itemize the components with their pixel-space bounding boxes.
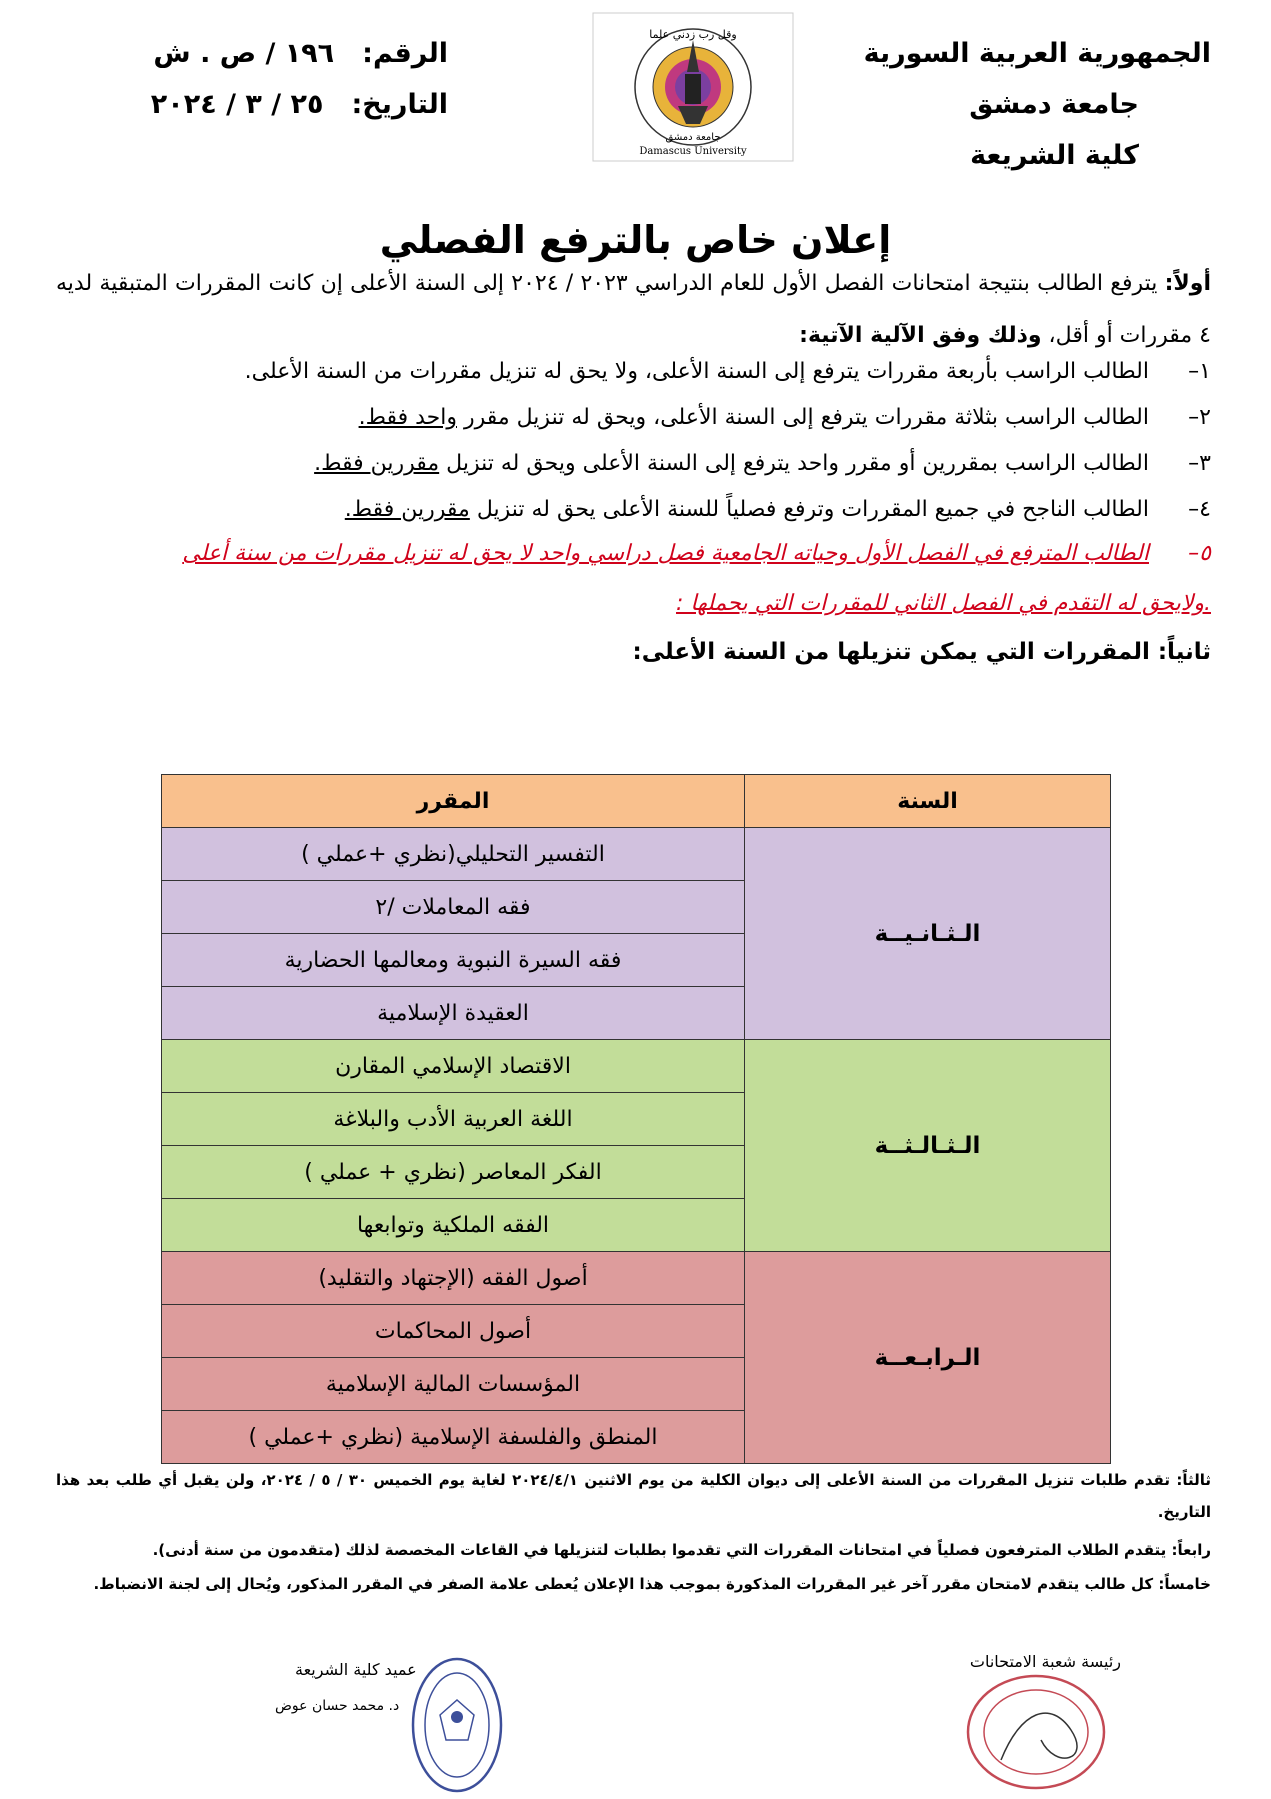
rule-item-5-line2: .ولايحق له التقدم في الفصل الثاني للمقررات التي يحملها : <box>676 591 1211 616</box>
first-label: أولاً: <box>1164 271 1212 296</box>
date-value: ٢٥ / ٣ / ٢٠٢٤ <box>150 89 324 120</box>
second-text: المقررات التي يمكن تنزيلها من السنة الأعلى: <box>632 639 1158 665</box>
first-text-bold: وذلك وفق الآلية الآتية: <box>799 323 1042 348</box>
rule-item-5 <box>56 530 1211 578</box>
rule-item-3 <box>56 438 1211 490</box>
courses-table <box>161 774 1111 1464</box>
reference-label: الرقم: <box>362 38 448 69</box>
year-cell: الـثـانـيــة <box>745 828 1111 1040</box>
rule-number: ١– <box>1188 359 1211 384</box>
country-name: الجمهورية العربية السورية <box>863 38 1211 69</box>
course-cell: أصول المحاكمات <box>162 1305 745 1358</box>
table-header-row <box>162 775 1111 828</box>
date-label: التاريخ: <box>351 89 448 120</box>
announcement-title: إعلان خاص بالترفع الفصلي <box>379 218 892 262</box>
course-cell: الفقه الملكية وتوابعها <box>162 1199 745 1252</box>
rule-text-line1: الطالب المترفع في الفصل الأول وحياته الجامعية فصل دراسي واحد لا يحق له تنزيل مقررات من سنة أعلى <box>182 541 1149 566</box>
rule-number: ٢– <box>1188 405 1211 430</box>
rule-underlined: واحد فقط. <box>358 405 457 430</box>
faculty-name: كلية الشريعة <box>970 140 1139 171</box>
fourth-paragraph: رابعاً: يتقدم الطلاب المترفعون فصلياً في امتحانات المقررات التي تقدموا بطلبات لتنزيلها في القاعات المخصصة لذلك (متقدمون من سنة أدنى). <box>152 1541 1211 1559</box>
reference-row <box>128 28 448 79</box>
rule-text: الطالب الراسب بمقررين أو مقرر واحد يترفع إلى السنة الأعلى ويحق له تنزيل <box>439 451 1149 476</box>
reference-value: ١٩٦ / ص . ش <box>153 38 335 69</box>
rule-text: الطالب الناجح في جميع المقررات وترفع فصلياً للسنة الأعلى يحق له تنزيل <box>469 497 1149 522</box>
third-paragraph: ثالثاً: تقدم طلبات تنزيل المقررات من السنة الأعلى إلى ديوان الكلية من يوم الاثنين ٢٠٢٤/٤/١ لغاية يوم الخميس ٣٠ / ٥ / ٢٠٢٤، ولن يقبل أي طلب بعد هذا التاريخ. <box>56 1471 1211 1521</box>
course-cell: الاقتصاد الإسلامي المقارن <box>162 1040 745 1093</box>
exams-head-signature-title: رئيسة شعبة الامتحانات <box>969 1652 1121 1671</box>
rule-number: ٤– <box>1188 497 1211 522</box>
course-cell: المنطق والفلسفة الإسلامية (نظري +عملي ) <box>162 1411 745 1464</box>
year-column-header: السنة <box>745 775 1111 828</box>
university-name: جامعة دمشق <box>969 89 1139 120</box>
year-cell: الـثـالـثــة <box>745 1040 1111 1252</box>
course-cell: الفكر المعاصر (نظري + عملي ) <box>162 1146 745 1199</box>
rule-text: الطالب الراسب بثلاثة مقررات يترفع إلى السنة الأعلى، ويحق له تنزيل مقرر <box>456 405 1149 430</box>
dean-stamp <box>410 1655 505 1799</box>
rule-item-4 <box>56 484 1211 536</box>
exams-stamp <box>961 1670 1111 1799</box>
table-row <box>162 1040 1111 1093</box>
rule-underlined: مقررين فقط. <box>314 451 440 476</box>
rule-item-1 <box>56 346 1211 398</box>
rule-underlined: مقررين فقط. <box>344 497 470 522</box>
dean-signature-title: عميد كلية الشريعة <box>295 1660 417 1679</box>
course-cell: فقه السيرة النبوية ومعالمها الحضارية <box>162 934 745 987</box>
date-row <box>128 79 448 130</box>
svg-text:Damascus University: Damascus University <box>639 146 747 157</box>
second-heading <box>56 626 1211 678</box>
svg-text:جامعة دمشق: جامعة دمشق <box>665 132 721 143</box>
course-column-header: المقرر <box>162 775 745 828</box>
reference-block <box>128 28 448 130</box>
table-row <box>162 1252 1111 1305</box>
course-cell: أصول الفقه (الإجتهاد والتقليد) <box>162 1252 745 1305</box>
rule-item-2 <box>56 392 1211 444</box>
year-cell: الـرابـعــة <box>745 1252 1111 1464</box>
first-text: يترفع الطالب بنتيجة امتحانات الفصل الأول للعام الدراسي ٢٠٢٣ / ٢٠٢٤ إلى السنة الأعلى إن كانت المقررات المتبقية لديه ٤ مقررات أو أقل، <box>56 271 1211 348</box>
rule-number: ٥– <box>1188 541 1211 566</box>
course-cell: فقه المعاملات /٢ <box>162 881 745 934</box>
table-row <box>162 828 1111 881</box>
rule-text: الطالب الراسب بأربعة مقررات يترفع إلى السنة الأعلى، ولا يحق له تنزيل مقررات من السنة الأعلى. <box>244 359 1149 384</box>
second-label: ثانياً: <box>1157 639 1211 665</box>
rule-number: ٣– <box>1188 451 1211 476</box>
institution-header <box>864 28 1211 181</box>
course-cell: التفسير التحليلي(نظري +عملي ) <box>162 828 745 881</box>
course-cell: اللغة العربية الأدب والبلاغة <box>162 1093 745 1146</box>
dean-name: د. محمد حسان عوض <box>275 1698 400 1714</box>
svg-text:وقل رب زدني علما: وقل رب زدني علما <box>649 28 737 41</box>
university-logo <box>592 12 794 162</box>
course-cell: العقيدة الإسلامية <box>162 987 745 1040</box>
fifth-paragraph: خامساً: كل طالب يتقدم لامتحان مقرر آخر غير المقررات المذكورة بموجب هذا الإعلان يُعطى علامة الصفر في المقرر المذكور، ويُحال إلى لجنة الانضباط. <box>93 1575 1211 1593</box>
course-cell: المؤسسات المالية الإسلامية <box>162 1358 745 1411</box>
